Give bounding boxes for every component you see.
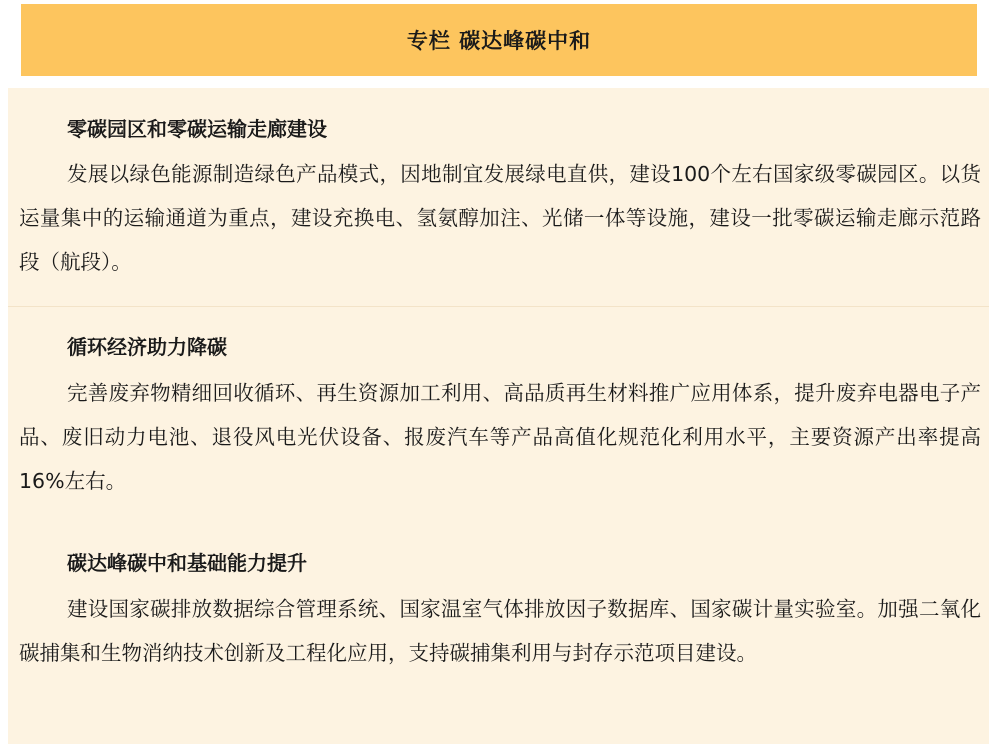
section-divider	[8, 306, 989, 307]
section-title-carbon-capacity: 碳达峰碳中和基础能力提升	[67, 551, 307, 575]
section-body-carbon-capacity: 建设国家碳排放数据综合管理系统、国家温室气体排放因子数据库、国家碳计量实验室。加强二氧化碳捕集和生物消纳技术创新及工程化应用，支持碳捕集利用与封存示范项目建设。	[19, 597, 981, 665]
section-body-zero-carbon-parks: 发展以绿色能源制造绿色产品模式，因地制宜发展绿电直供，建设100个左右国家级零碳园区。以货运量集中的运输通道为重点，建设充换电、氢氨醇加注、光储一体等设施，建设一批零碳运输走廊示范路段（航段）。	[19, 162, 981, 274]
section-body-circular-economy: 完善废弃物精细回收循环、再生资源加工利用、高品质再生材料推广应用体系，提升废弃电器电子产品、废旧动力电池、退役风电光伏设备、报废汽车等产品高值化规范化利用水平，主要资源产出率提高16%左右。	[19, 381, 981, 493]
column-content-panel	[8, 88, 989, 744]
section-title-zero-carbon-parks: 零碳园区和零碳运输走廊建设	[67, 117, 327, 141]
column-title: 专栏 碳达峰碳中和	[406, 29, 592, 53]
section-title-circular-economy: 循环经济助力降碳	[67, 335, 227, 359]
column-header	[21, 4, 977, 76]
